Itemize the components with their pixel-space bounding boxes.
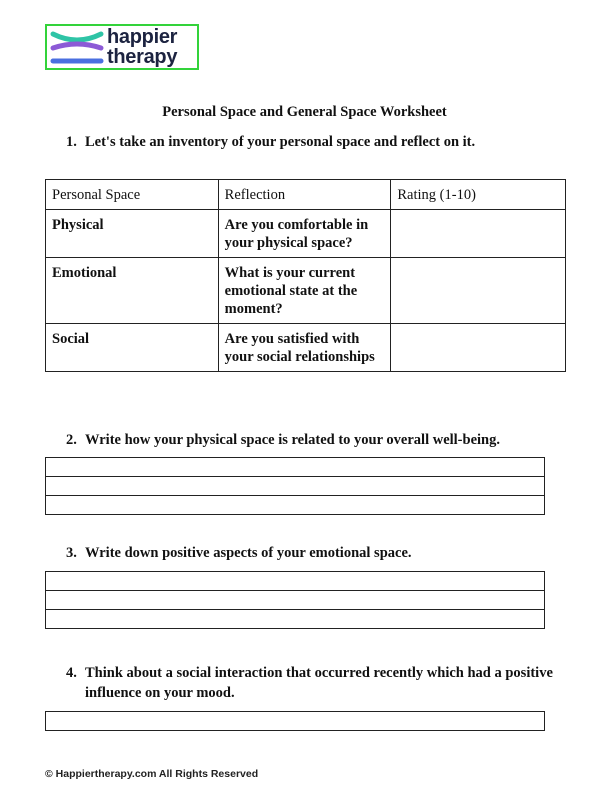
logo-wordmark [107, 27, 199, 67]
rating-cell[interactable] [391, 324, 566, 372]
answer-line[interactable] [46, 712, 544, 731]
answer-lines-3[interactable] [45, 571, 545, 629]
personal-space-table [45, 179, 566, 372]
question-1 [66, 132, 556, 152]
row-category: Physical [46, 210, 219, 258]
answer-line[interactable] [46, 496, 544, 515]
logo-line2: therapy [107, 46, 178, 68]
worksheet-title: Personal Space and General Space Worksheet [162, 104, 447, 120]
row-reflection: Are you satisfied with your social relationships [218, 324, 391, 372]
row-category: Social [46, 324, 219, 372]
question-3 [66, 543, 556, 563]
answer-line[interactable] [46, 610, 544, 629]
header-personal-space: Personal Space [46, 180, 219, 210]
happier-therapy-logo [45, 24, 199, 70]
question-4 [66, 663, 556, 703]
table-row [46, 324, 566, 372]
header-rating: Rating (1-10) [391, 180, 566, 210]
rating-cell[interactable] [391, 210, 566, 258]
row-reflection: What is your current emotional state at the moment? [218, 258, 391, 324]
question-4-number: 4. [66, 665, 77, 681]
answer-line[interactable] [46, 477, 544, 496]
table-header-row [46, 180, 566, 210]
question-3-number: 3. [66, 545, 77, 561]
copyright-footer: © Happiertherapy.com All Rights Reserved [45, 768, 259, 780]
question-2-number: 2. [66, 432, 77, 448]
answer-line[interactable] [46, 572, 544, 591]
question-2 [66, 430, 556, 450]
answer-line[interactable] [46, 458, 544, 477]
table-row [46, 210, 566, 258]
rating-cell[interactable] [391, 258, 566, 324]
header-reflection: Reflection [218, 180, 391, 210]
answer-line[interactable] [46, 591, 544, 610]
question-3-text: Write down positive aspects of your emotional space. [85, 545, 412, 561]
row-category: Emotional [46, 258, 219, 324]
question-1-number: 1. [66, 134, 77, 150]
row-reflection: Are you comfortable in your physical space? [218, 210, 391, 258]
question-4-text: Think about a social interaction that occurred recently which had a positive influence on your mood. [85, 665, 553, 701]
answer-lines-2[interactable] [45, 457, 545, 515]
question-2-text: Write how your physical space is related to your overall well-being. [85, 432, 500, 448]
answer-lines-4[interactable] [45, 711, 545, 731]
logo-line1: happier [107, 26, 178, 48]
logo-waves-icon [49, 28, 107, 68]
table-row [46, 258, 566, 324]
question-1-text: Let's take an inventory of your personal space and reflect on it. [85, 134, 476, 150]
